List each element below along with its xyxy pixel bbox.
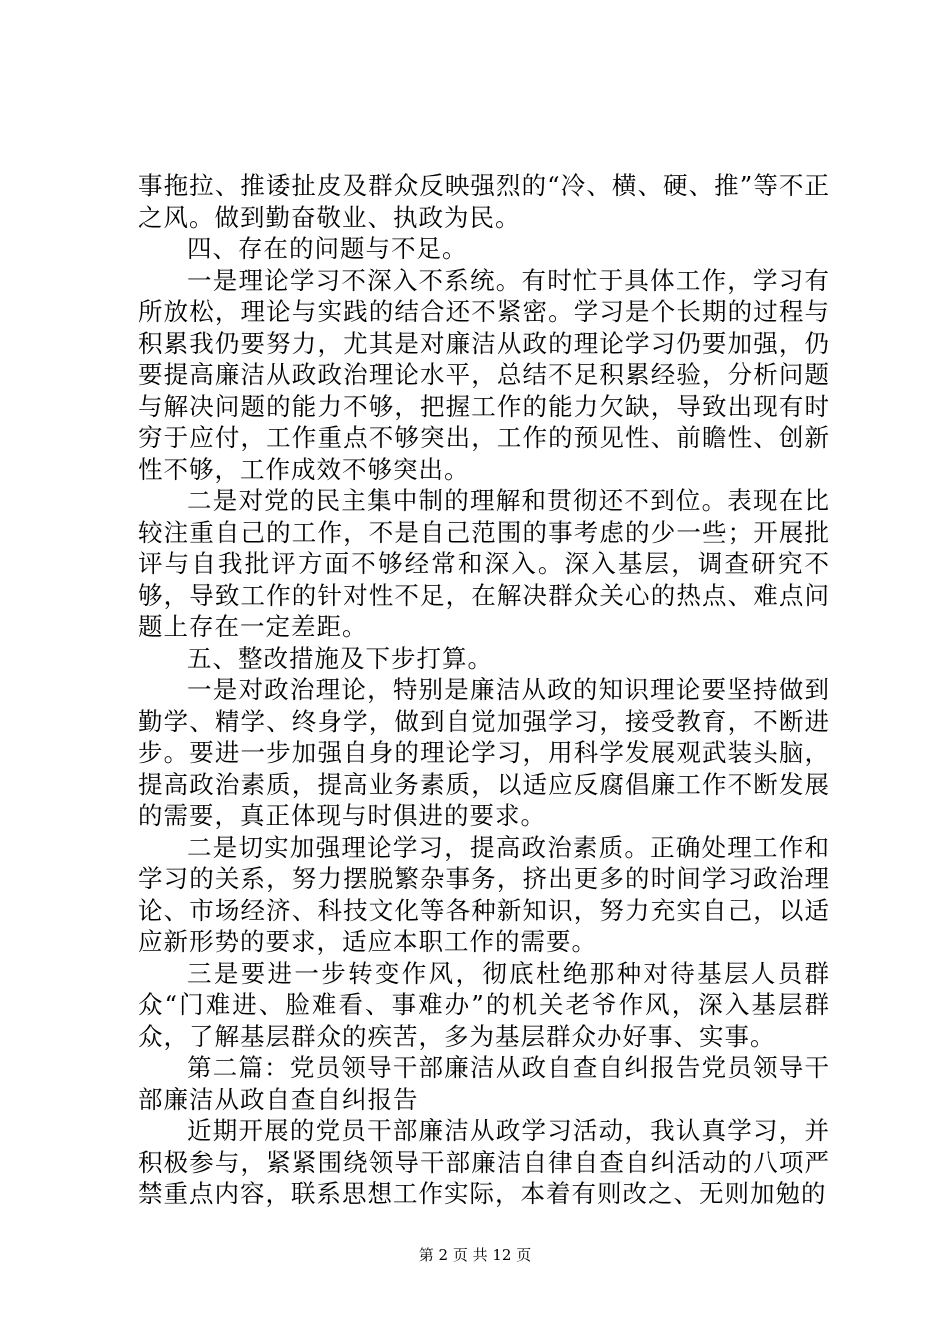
document-body: [138, 170, 830, 1210]
section-heading: 五、整改措施及下步打算。: [187, 643, 493, 673]
paragraph: 一是对政治理论，特别是廉洁从政的知识理论要坚持做到勤学、精学、终身学，做到自觉加强学习，接受教育，不断进步。要进一步加强自身的理论学习，用科学发展观武装头脑，提高政治素质，提高业务素质，以适应反腐倡廉工作不断发展的需要，真正体现与时俱进的要求。: [138, 675, 830, 830]
section-heading: 四、存在的问题与不足。: [187, 234, 468, 263]
paragraph: 二是切实加强理论学习，提高政治素质。正确处理工作和学习的关系，努力摆脱繁杂事务，挤出更多的时间学习政治理论、市场经济、科技文化等各种新知识，努力充实自己，以适应新形势的要求，适应本职工作的需要。: [138, 832, 830, 956]
article-title: 第二篇：党员领导干部廉洁从政自查自纠报告党员领导干部廉洁从政自查自纠报告: [138, 1053, 830, 1114]
paragraph: 二是对党的民主集中制的理解和贯彻还不到位。表现在比较注重自己的工作，不是自己范围的事考虑的少一些；开展批评与自我批评方面不够经常和深入。深入基层，调查研究不够，导致工作的针对性不足，在解决群众关心的热点、难点问题上存在一定差距。: [138, 486, 830, 641]
paragraph: 三是要进一步转变作风，彻底杜绝那种对待基层人员群众“门难进、脸难看、事难办”的机关老爷作风，深入基层群众，了解基层群众的疾苦，多为基层群众办好事、实事。: [138, 958, 830, 1051]
paragraph: 近期开展的党员干部廉洁从政学习活动，我认真学习，并积极参与，紧紧围绕领导干部廉洁自律自查自纠活动的八项严禁重点内容，联系思想工作实际，本着有则改之、无则加勉的: [138, 1116, 830, 1208]
paragraph: 一是理论学习不深入不系统。有时忙于具体工作，学习有所放松，理论与实践的结合还不紧密。学习是个长期的过程与积累我仍要努力，尤其是对廉洁从政的理论学习仍要加强，仍要提高廉洁从政政治理论水平，总结不足积累经验，分析问题与解决问题的能力不够，把握工作的能力欠缺，导致出现有时穷于应付，工作重点不够突出，工作的预见性、前瞻性、创新性不够，工作成效不够突出。: [138, 265, 830, 484]
paragraph: 事拖拉、推诿扯皮及群众反映强烈的“冷、横、硬、推”等不正之风。做到勤奋敬业、执政为民。: [138, 171, 830, 232]
page-number-footer: 第 2 页 共 12 页: [418, 1246, 532, 1264]
